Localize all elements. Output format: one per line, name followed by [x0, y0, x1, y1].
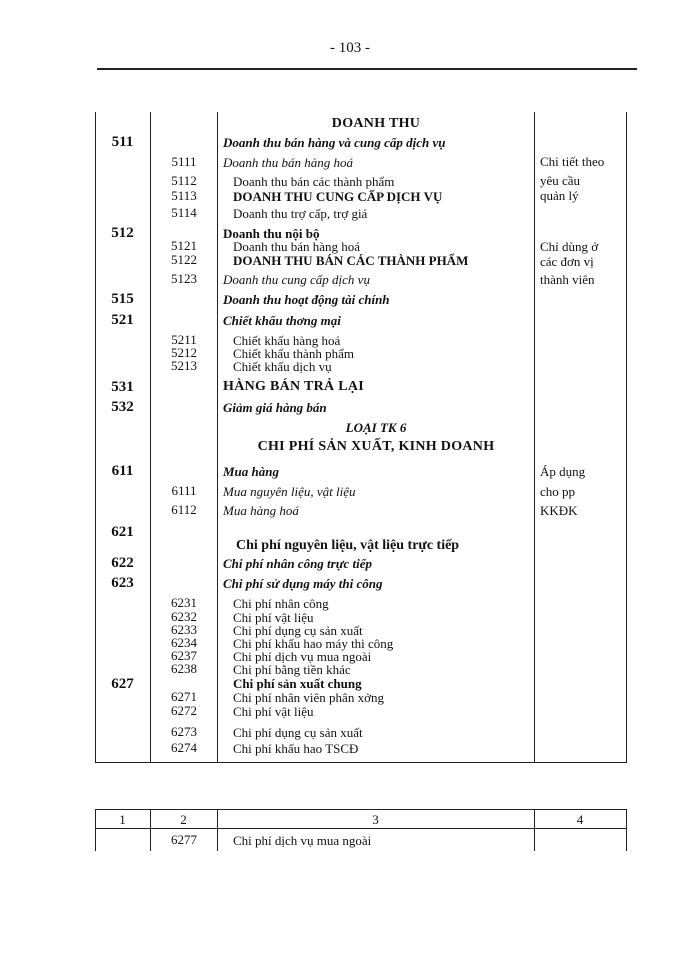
account-name: Doanh thu nội bộ [223, 226, 320, 241]
table2-header-col1: 1 [119, 812, 126, 827]
header-rule [97, 68, 637, 70]
account-code: 627 [111, 676, 134, 692]
subaccount-name: Doanh thu bán hàng hoá [223, 155, 353, 170]
subaccount-code: 5213 [171, 358, 197, 373]
account-name: Chi phí sản xuất chung [233, 676, 362, 691]
table-divider-1 [150, 112, 151, 762]
subaccount-code: 6274 [171, 740, 197, 755]
table2-header-col4: 4 [576, 812, 584, 827]
subaccount-code: 6238 [171, 661, 197, 676]
account-name: Chi phí sử dụng máy thi công [223, 576, 383, 591]
subaccount-name: Doanh thu trợ cấp, trợ giá [233, 206, 368, 221]
subaccount-code: 6272 [171, 703, 197, 718]
section-class-title: CHI PHÍ SẢN XUẤT, KINH DOANH [257, 439, 495, 454]
account-code: 532 [111, 399, 134, 415]
note-line: Áp dụng [540, 464, 586, 479]
subaccount-name: Chi phí vật liệu [233, 610, 314, 625]
subaccount-code: 5112 [171, 173, 197, 188]
subaccount-name: Chi phí bằng tiền khác [233, 662, 351, 677]
subaccount-code: 6273 [171, 724, 197, 739]
account-name: Chi phí nhân công trực tiếp [223, 556, 373, 571]
account-name: HÀNG BÁN TRẢ LẠI [223, 379, 365, 394]
subaccount-code: 5113 [171, 188, 197, 203]
table-divider-3 [534, 112, 535, 762]
table2-border-right [626, 809, 627, 851]
subaccount-code: 5114 [171, 205, 197, 220]
note-line: KKĐK [540, 503, 578, 518]
table-border-right [626, 112, 627, 762]
subaccount-code: 5121 [171, 238, 197, 253]
account-name: Chiết khấu thơng mại [223, 313, 341, 328]
account-name: Chi phí nguyên liệu, vật liệu trực tiếp [236, 538, 460, 553]
section-class-label: LOẠI TK 6 [345, 420, 407, 435]
subaccount-code: 5111 [171, 154, 197, 169]
subaccount-name: Mua hàng hoá [223, 503, 299, 518]
note-line: cho pp [540, 484, 576, 499]
subaccount-name: Mua nguyên liệu, vật liệu [223, 484, 356, 499]
subaccount-name: Chi phí dụng cụ sản xuất [233, 623, 363, 638]
subaccount-code: 5212 [171, 345, 197, 360]
account-name: Mua hàng [223, 464, 279, 479]
table2-header-col2: 2 [180, 812, 187, 827]
subaccount-name: Chi phí khấu hao TSCĐ [233, 741, 359, 756]
subaccount-code: 5122 [171, 252, 197, 267]
account-code: 521 [111, 312, 134, 328]
section-header-doanh-thu: DOANH THU [331, 116, 421, 131]
account-code: 531 [111, 379, 134, 395]
subaccount-name: Doanh thu bán các thành phẩm [233, 174, 395, 189]
subaccount-name: Chi phí dịch vụ mua ngoài [233, 833, 372, 848]
subaccount-code: 6233 [171, 622, 197, 637]
subaccount-code: 6232 [171, 609, 197, 624]
subaccount-name: DOANH THU CUNG CẤP DỊCH VỤ [233, 189, 443, 204]
subaccount-name: Chi phí dịch vụ mua ngoài [233, 649, 372, 664]
subaccount-name: DOANH THU BÁN CÁC THÀNH PHẨM [233, 253, 469, 268]
table2-header-col3: 3 [372, 812, 379, 827]
subaccount-name: Chi phí vật liệu [233, 704, 314, 719]
table2-border-top [95, 809, 627, 810]
subaccount-name: Chiết khấu dịch vụ [233, 359, 332, 374]
subaccount-code: 6111 [171, 483, 197, 498]
account-code: 611 [111, 463, 134, 479]
account-code: 623 [111, 575, 134, 591]
note-line: Chỉ dùng ở [540, 239, 599, 254]
account-code: 621 [111, 524, 134, 540]
table2-header-rule [95, 828, 627, 829]
account-name: Giảm giá hàng bán [223, 400, 327, 415]
table-border-left [95, 112, 96, 762]
subaccount-name: Chi phí khấu hao máy thi công [233, 636, 394, 651]
subaccount-code: 5211 [171, 332, 197, 347]
subaccount-code: 6271 [171, 689, 197, 704]
subaccount-code: 6277 [171, 832, 197, 847]
note-line: các đơn vị [540, 254, 594, 269]
subaccount-code: 6234 [171, 635, 197, 650]
account-code: 512 [111, 225, 134, 241]
subaccount-name: Doanh thu bán hàng hoá [233, 239, 361, 254]
account-name: Doanh thu hoạt động tài chính [223, 292, 390, 307]
page-number: - 103 - [330, 40, 370, 56]
note-line: thành viên [540, 272, 595, 287]
table-border-bottom [95, 762, 627, 763]
note-line: quản lý [540, 188, 579, 203]
subaccount-code: 6237 [171, 648, 197, 663]
note-line: yêu cầu [540, 173, 581, 188]
account-code: 511 [111, 134, 134, 150]
account-code: 515 [111, 291, 134, 307]
subaccount-code: 5123 [171, 271, 197, 286]
subaccount-name: Chiết khấu hàng hoá [233, 333, 341, 348]
subaccount-name: Chiết khấu thành phẩm [233, 346, 354, 361]
subaccount-name: Chi phí dụng cụ sản xuất [233, 725, 363, 740]
subaccount-code: 6112 [171, 502, 197, 517]
subaccount-name: Chi phí nhân viên phân xởng [233, 690, 384, 705]
subaccount-code: 6231 [171, 595, 197, 610]
table-divider-2 [217, 112, 218, 762]
subaccount-name: Chi phí nhân công [233, 596, 329, 611]
account-name: Doanh thu bán hàng và cung cấp dịch vụ [223, 135, 446, 150]
subaccount-name: Doanh thu cung cấp dịch vụ [223, 272, 370, 287]
account-code: 622 [111, 555, 134, 571]
note-line: Chi tiết theo [540, 154, 605, 169]
